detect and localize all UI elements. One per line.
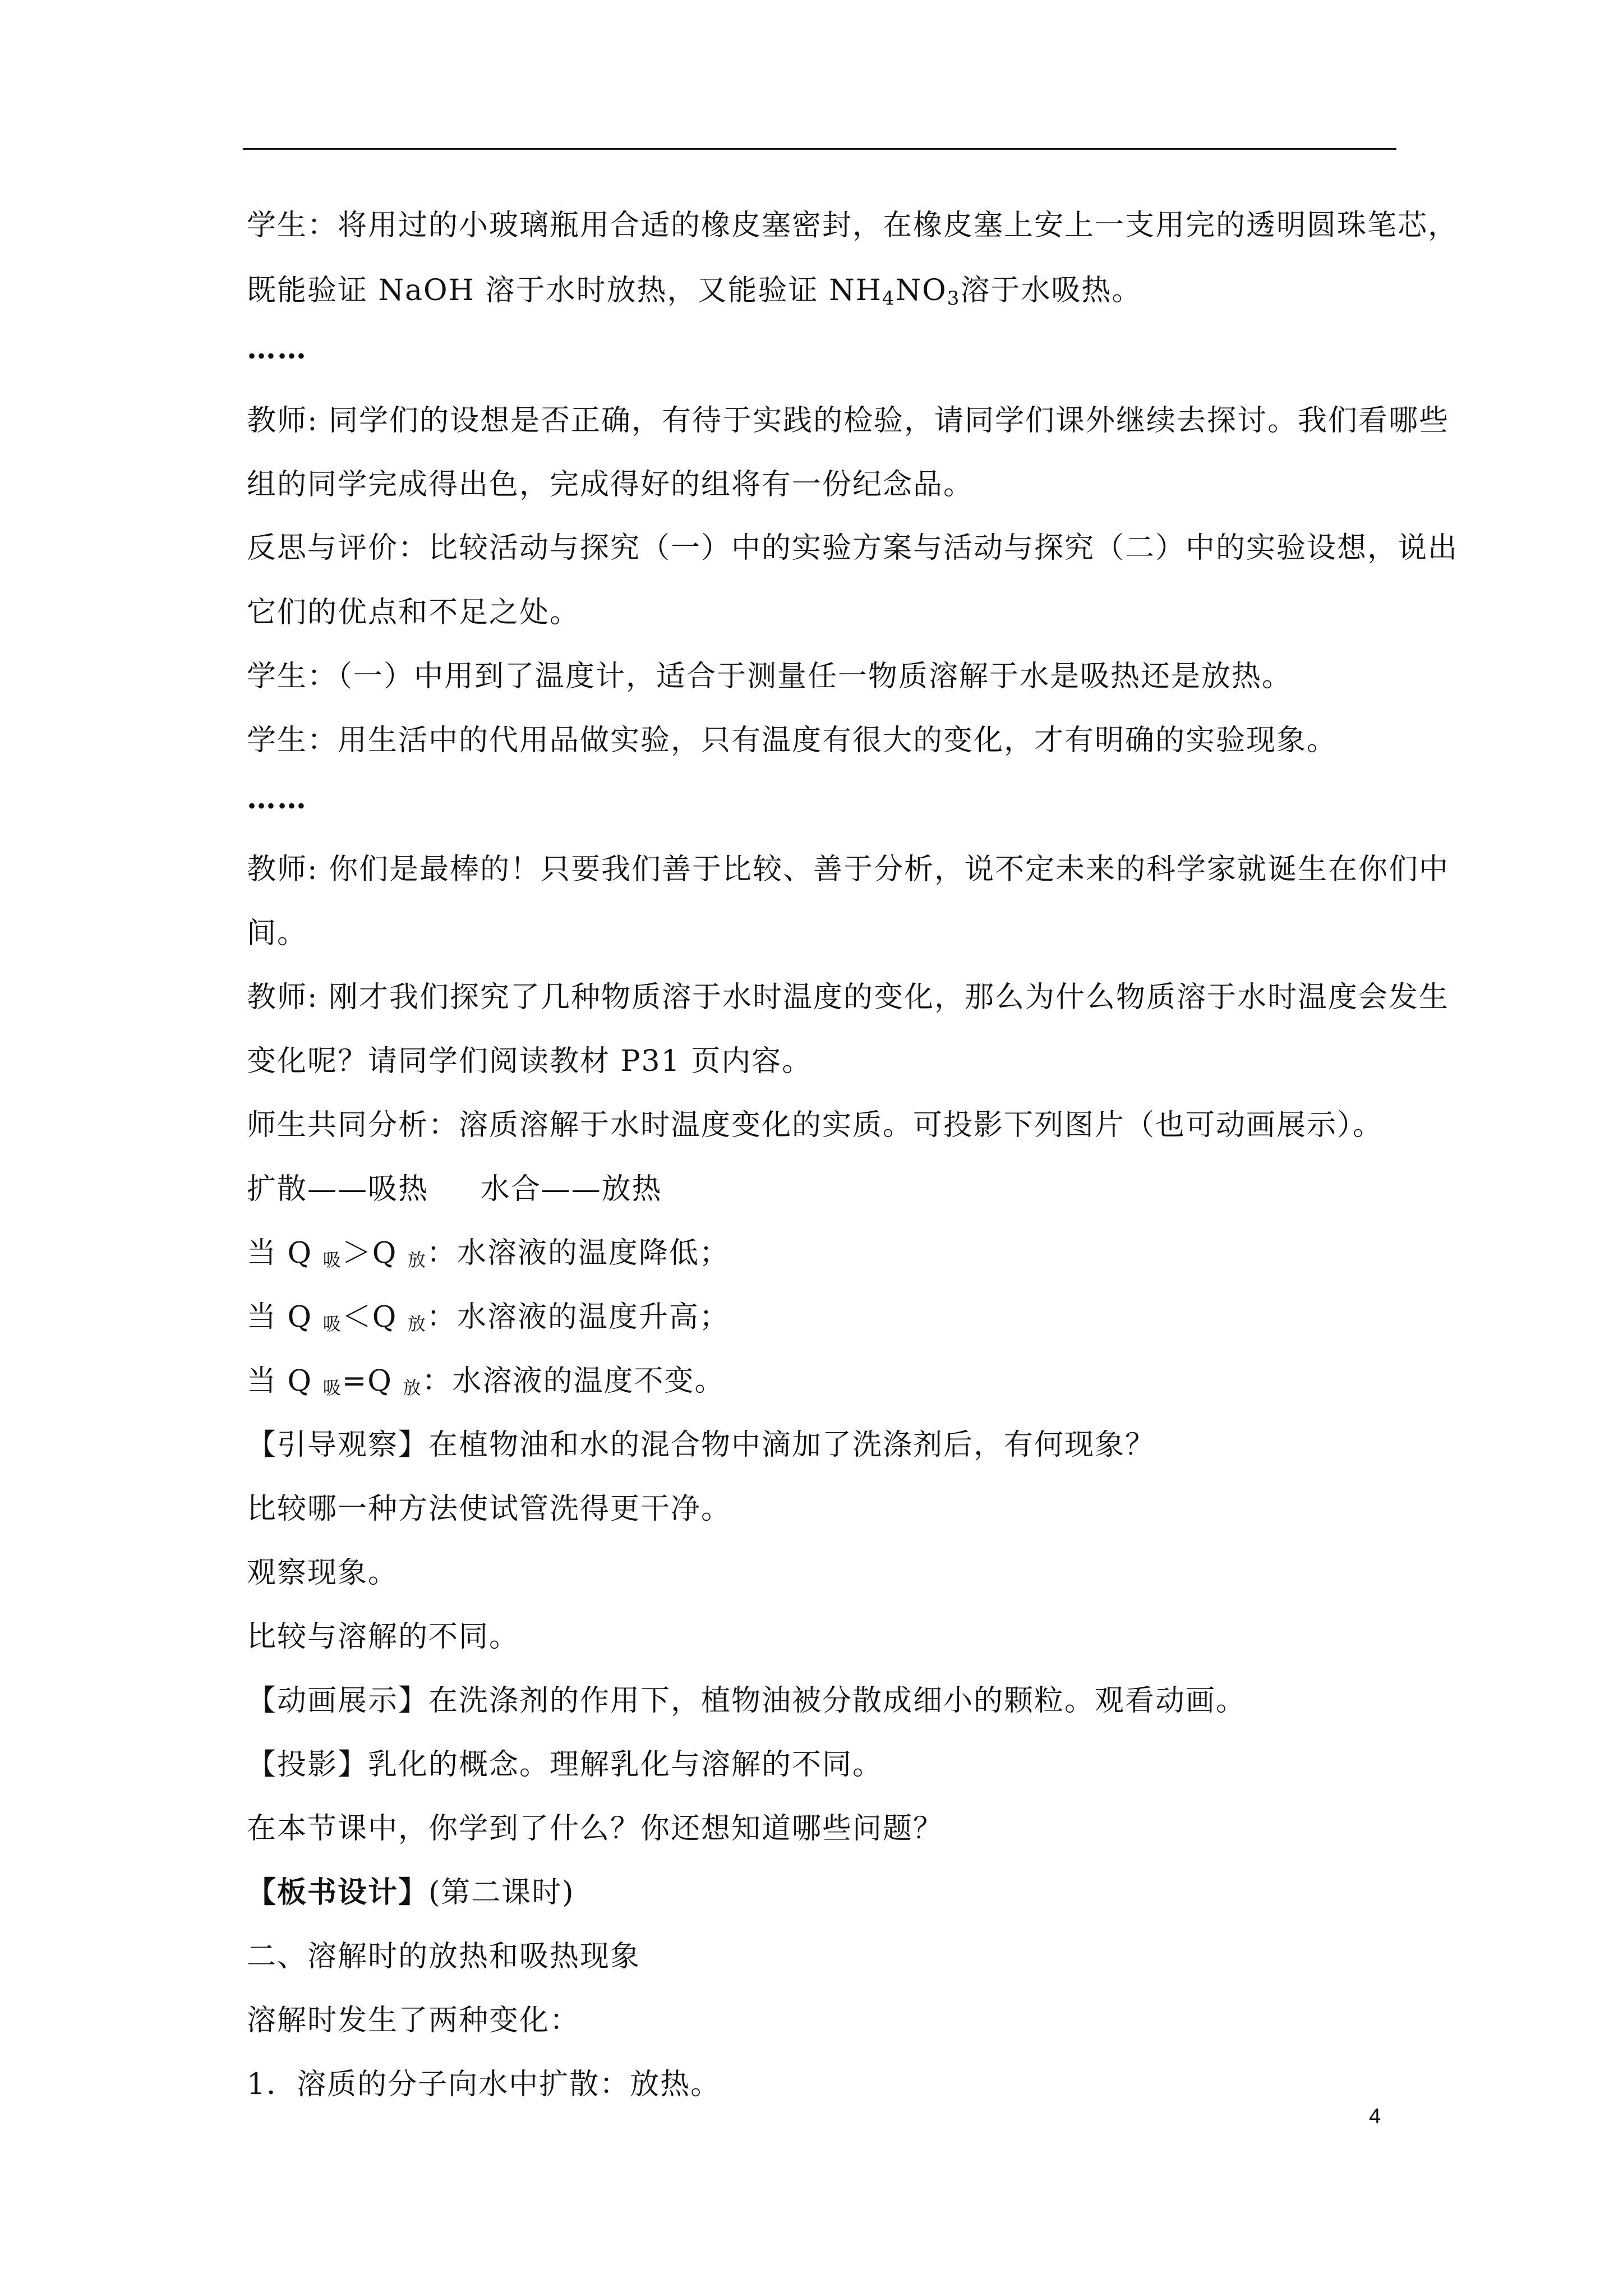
paragraph-line: 【引导观察】在植物油和水的混合物中滴加了洗涤剂后，有何现象？ — [247, 1428, 1156, 1462]
paragraph-line: 间。 — [247, 917, 308, 950]
paragraph-line: 教师: 刚才我们探究了几种物质溶于水时温度的变化，那么为什么物质溶于水时温度会发生 — [247, 981, 1450, 1014]
subscript: 3 — [947, 287, 961, 310]
text-run: ：水溶液的温度降低； — [426, 1236, 730, 1270]
ellipsis-line: …… — [247, 781, 307, 816]
paragraph-line: 学生：将用过的小玻璃瓶用合适的橡皮塞密封，在橡皮塞上安上一支用完的透明圆珠笔芯， — [247, 209, 1459, 242]
paragraph-line: 【动画展示】在洗涤剂的作用下，植物油被分散成细小的颗粒。观看动画。 — [247, 1684, 1247, 1718]
paragraph-line: 观察现象。 — [247, 1556, 399, 1590]
paragraph-line: 溶解时发生了两种变化： — [247, 2004, 580, 2037]
text-run: ＜Q — [342, 1300, 408, 1334]
paragraph-line: 变化呢？请同学们阅读教材 P31 页内容。 — [247, 1045, 813, 1078]
paragraph-line — [247, 1300, 730, 1334]
paragraph-line: 教师: 同学们的设想是否正确，有待于实践的检验，请同学们课外继续去探讨。我们看哪些 — [247, 404, 1450, 438]
paragraph-line — [247, 274, 1142, 310]
paragraph-line: 学生：用生活中的代用品做实验，只有温度有很大的变化，才有明确的实验现象。 — [247, 724, 1338, 757]
subscript: 4 — [882, 287, 896, 310]
paragraph-line: 师生共同分析：溶质溶解于水时温度变化的实质。可投影下列图片（也可动画展示）。 — [247, 1108, 1384, 1142]
subscript: 放 — [407, 1313, 427, 1335]
ellipsis-line: …… — [247, 332, 307, 366]
paragraph-line — [247, 1876, 575, 1910]
subscript: 放 — [407, 1249, 427, 1271]
paragraph-line: 【投影】乳化的概念。理解乳化与溶解的不同。 — [247, 1748, 883, 1782]
header-rule — [243, 148, 1396, 150]
text-run: 当 Q — [247, 1300, 323, 1334]
subscript: 吸 — [322, 1249, 342, 1271]
paragraph-line: 比较与溶解的不同。 — [247, 1620, 520, 1654]
paragraph-line: 1．溶质的分子向水中扩散：放热。 — [247, 2068, 721, 2101]
text-run: 既能验证 NaOH 溶于水时放热，又能验证 NH — [247, 274, 882, 307]
text-run: ＞Q — [342, 1236, 408, 1270]
text-run: ：水溶液的温度升高； — [426, 1300, 730, 1334]
paragraph-line: 反思与评价：比较活动与探究（一）中的实验方案与活动与探究（二）中的实验设想，说出 — [247, 531, 1459, 565]
text-run: ：水溶液的温度不变。 — [422, 1364, 725, 1398]
paragraph-line: 二、溶解时的放热和吸热现象 — [247, 1940, 641, 1973]
paragraph-line: 在本节课中，你学到了什么？你还想知道哪些问题？ — [247, 1812, 944, 1846]
text-run: NO — [895, 274, 947, 307]
subscript: 放 — [403, 1377, 422, 1398]
paragraph-line: 扩散——吸热 水合——放热 — [247, 1172, 662, 1206]
subscript: 吸 — [322, 1313, 342, 1335]
text-run: =Q — [342, 1364, 403, 1398]
paragraph-line: 学生：（一）中用到了温度计，适合于测量任一物质溶解于水是吸热还是放热。 — [247, 660, 1293, 693]
paragraph-line — [247, 1364, 725, 1398]
section-heading: 【板书设计】 — [247, 1875, 429, 1910]
paragraph-line: 组的同学完成得出色，完成得好的组将有一份纪念品。 — [247, 468, 974, 501]
subscript: 吸 — [322, 1377, 342, 1398]
paragraph-line: 比较哪一种方法使试管洗得更干净。 — [247, 1492, 732, 1526]
text-run: (第二课时) — [428, 1876, 575, 1910]
paragraph-line — [247, 1236, 730, 1270]
paragraph-line: 它们的优点和不足之处。 — [247, 596, 580, 629]
text-run: 当 Q — [247, 1364, 323, 1398]
page-number: 4 — [1369, 2105, 1381, 2128]
text-run: 溶于水吸热。 — [960, 274, 1142, 307]
text-run: 当 Q — [247, 1236, 323, 1270]
paragraph-line: 教师: 你们是最棒的！只要我们善于比较、善于分析，说不定未来的科学家就诞生在你们中 — [247, 853, 1450, 886]
